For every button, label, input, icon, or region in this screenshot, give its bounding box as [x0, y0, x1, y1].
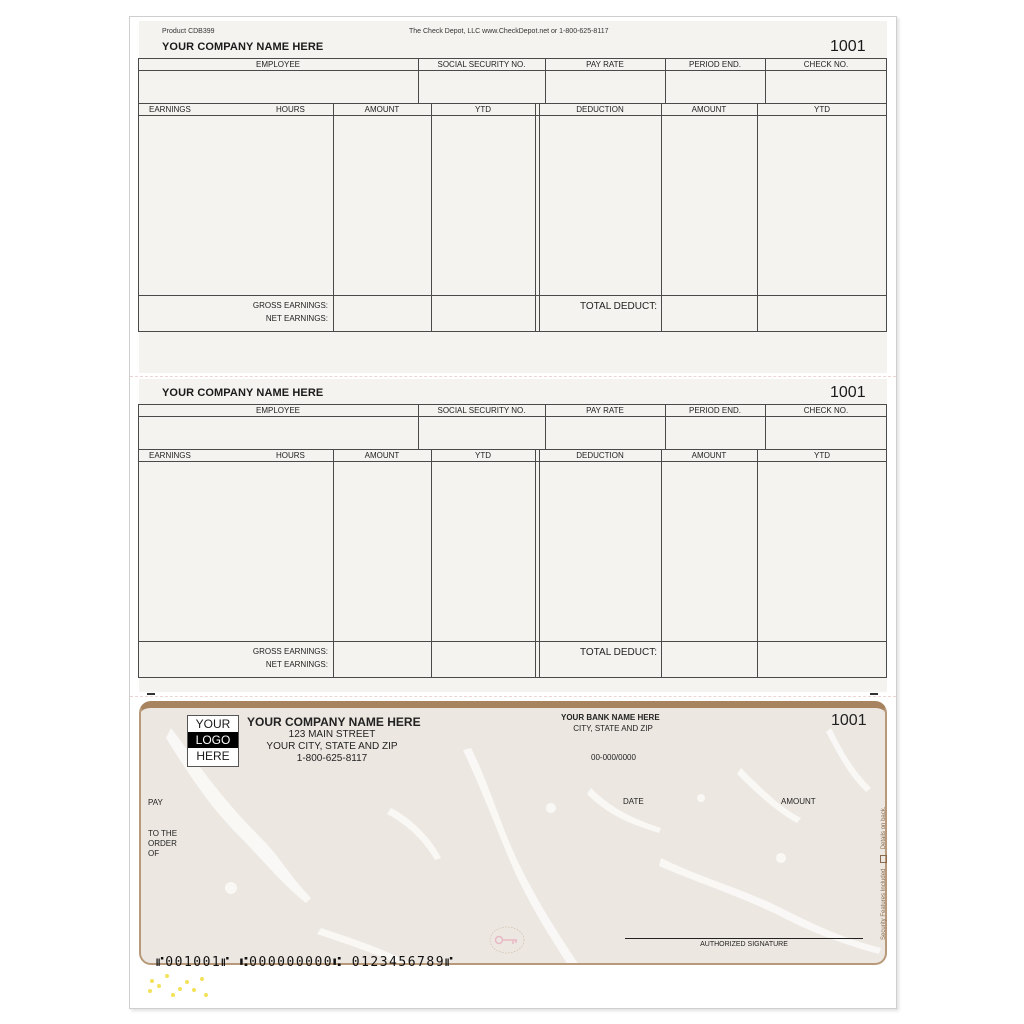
logo-text-here: HERE — [196, 749, 230, 763]
header-hours: HOURS — [276, 451, 305, 460]
security-banner: THE FACE OF THIS DOCUMENT HAS A COLORED BACKGROUND ON WHITE PAPER — [385, 701, 641, 707]
security-features-text: Security Features Included — [881, 868, 888, 940]
micr-line: ⑈001001⑈ ⑆000000000⑆ 0123456789⑈ — [156, 955, 455, 970]
check-company-city: YOUR CITY, STATE AND ZIP — [266, 741, 398, 752]
check-company-address: 123 MAIN STREET — [288, 729, 376, 740]
stub-company-name: YOUR COMPANY NAME HERE — [162, 387, 324, 399]
check-company-name: YOUR COMPANY NAME HERE — [247, 715, 421, 729]
bank-city: CITY, STATE AND ZIP — [573, 724, 653, 733]
stub-company-name: YOUR COMPANY NAME HERE — [162, 41, 324, 53]
header-employee: EMPLOYEE — [255, 60, 300, 69]
header-check-no: CHECK NO. — [803, 60, 849, 69]
check-company-phone: 1-800-625-8117 — [296, 753, 368, 764]
signature-line[interactable] — [625, 938, 863, 939]
header-earnings: EARNINGS — [149, 451, 191, 460]
header-ytd: YTD — [475, 105, 491, 114]
product-code: Product CDB399 — [162, 28, 215, 35]
header-employee: EMPLOYEE — [255, 406, 300, 415]
bank-name: YOUR BANK NAME HERE — [561, 713, 660, 722]
check-form-sheet — [129, 16, 897, 1009]
heat-sensitive-key-icon — [487, 920, 527, 960]
header-earnings: EARNINGS — [149, 105, 191, 114]
check-number: 1001 — [831, 712, 867, 729]
gross-earnings-label: GROSS EARNINGS: — [252, 301, 328, 310]
security-features-note — [878, 752, 894, 942]
perforation-1 — [130, 376, 896, 377]
total-deduct-label: TOTAL DEDUCT: — [579, 301, 657, 312]
date-label: DATE — [623, 797, 644, 806]
net-earnings-label: NET EARNINGS: — [265, 660, 328, 669]
order-label: TO THE ORDER OF — [148, 829, 178, 858]
gross-earnings-label: GROSS EARNINGS: — [252, 647, 328, 656]
header-ssn: SOCIAL SECURITY NO. — [437, 60, 526, 69]
header-pay-rate: PAY RATE — [586, 60, 624, 69]
net-earnings-label: NET EARNINGS: — [265, 314, 328, 323]
header-hours: HOURS — [276, 105, 305, 114]
header-amount: AMOUNT — [364, 105, 400, 114]
check-body — [139, 701, 887, 965]
header-check-no: CHECK NO. — [803, 406, 849, 415]
header-deduction-ytd: YTD — [814, 451, 830, 460]
header-deduction-amount: AMOUNT — [691, 105, 727, 114]
header-deduction: DEDUCTION — [576, 451, 624, 460]
header-period-end: PERIOD END. — [688, 60, 741, 69]
header-pay-rate: PAY RATE — [586, 406, 624, 415]
vendor-info: The Check Depot, LLC www.CheckDepot.net or 1-800-625-8117 — [409, 28, 609, 35]
header-deduction-amount: AMOUNT — [691, 451, 727, 460]
header-ssn: SOCIAL SECURITY NO. — [437, 406, 526, 415]
routing-fraction: 00-000/0000 — [591, 753, 636, 762]
stub-check-number: 1001 — [830, 38, 866, 55]
stub-check-number: 1001 — [830, 384, 866, 401]
header-amount: AMOUNT — [364, 451, 400, 460]
tear-mark-left — [147, 693, 155, 695]
perforation-2 — [130, 696, 896, 697]
pay-label: PAY — [148, 798, 163, 807]
company-logo-placeholder — [187, 715, 239, 767]
header-deduction-ytd: YTD — [814, 105, 830, 114]
amount-label: AMOUNT — [781, 797, 816, 806]
tear-mark-right — [870, 693, 878, 695]
header-period-end: PERIOD END. — [688, 406, 741, 415]
header-deduction: DEDUCTION — [576, 105, 624, 114]
signature-label: AUTHORIZED SIGNATURE — [700, 941, 788, 948]
logo-text-logo: LOGO — [188, 732, 238, 748]
padlock-icon — [880, 855, 887, 863]
header-ytd: YTD — [475, 451, 491, 460]
details-on-back-text: Details on back. — [881, 806, 888, 850]
logo-text-your: YOUR — [195, 717, 231, 731]
total-deduct-label: TOTAL DEDUCT: — [579, 647, 657, 658]
